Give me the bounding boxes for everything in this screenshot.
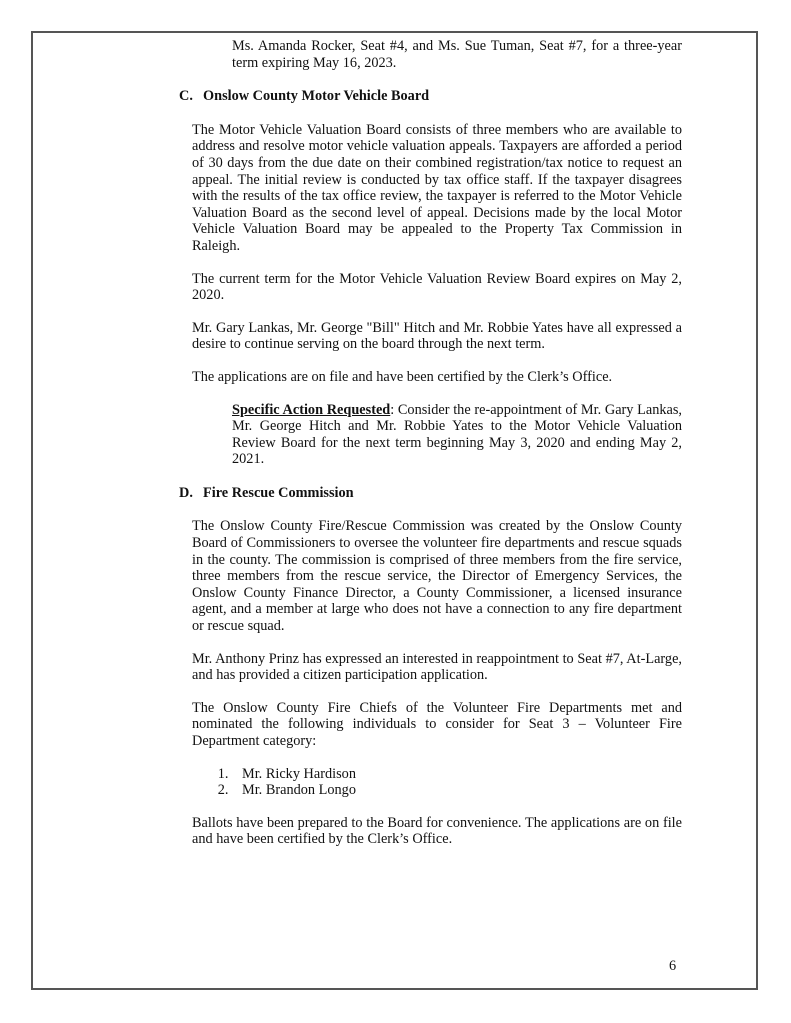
page-number: 6: [669, 958, 677, 974]
section-c-paragraph-1: The Motor Vehicle Valuation Board consists of three members who are available to address and resolve motor vehicle valuation appeals. Taxpayers are afforded a period of 30 days from the due date on their combined registration/tax notice to request an appeal. The initial review is conducted by tax office staff. If the taxpayer disagrees with the results of the tax office review, the taxpayer is referred to the Motor Vehicle Valuation Board as the second level of appeal. Decisions made by the local Motor Vehicle Valuation Board may be appealed to the Property Tax Commission in Raleigh.: [192, 121, 682, 254]
section-d-paragraph-1: The Onslow County Fire/Rescue Commission was created by the Onslow County Board of Commissioners to oversee the volunteer fire departments and rescue squads in the county. The commission is comprised of three members from the fire service, three members from the rescue service, the Director of Emergency Services, the Onslow County Finance Director, a County Commissioner, a licensed insurance agent, and a member at large who does not have a connection to any fire department or rescue squad.: [192, 518, 682, 635]
section-d-paragraph-3: The Onslow County Fire Chiefs of the Volunteer Fire Departments met and nominated the following individuals to consider for Seat 3 – Volunteer Fire Department category:: [192, 699, 682, 749]
intro-continuation: Ms. Amanda Rocker, Seat #4, and Ms. Sue Tuman, Seat #7, for a three-year term expiring May 16, 2023.: [232, 38, 682, 71]
section-d-title: Fire Rescue Commission: [203, 484, 354, 501]
section-c-paragraph-4: The applications are on file and have been certified by the Clerk’s Office.: [192, 368, 613, 385]
section-c-title: Onslow County Motor Vehicle Board: [203, 88, 430, 105]
section-d-closing: Ballots have been prepared to the Board for convenience. The applications are on file and have been certified by the Clerk’s Office.: [192, 814, 682, 848]
section-c-letter: C.: [179, 88, 193, 105]
section-c-heading: [179, 88, 682, 105]
section-d-letter: D.: [179, 484, 193, 501]
specific-action-requested: [232, 402, 682, 468]
section-d-paragraph-2: Mr. Anthony Prinz has expressed an interested in reappointment to Seat #7, At-Large, and has provided a citizen participation application.: [192, 650, 682, 684]
nominee-list: [192, 766, 682, 799]
document-body: [179, 38, 682, 848]
action-label: Specific Action Requested: [232, 401, 391, 418]
section-c-paragraph-3: Mr. Gary Lankas, Mr. George "Bill" Hitch and Mr. Robbie Yates have all expressed a desire to continue serving on the board through the next term.: [192, 319, 682, 353]
section-d-heading: [179, 485, 682, 502]
nominee-item: 2. Mr. Brandon Longo: [232, 782, 682, 799]
section-c-paragraph-2: The current term for the Motor Vehicle Valuation Review Board expires on May 2, 2020.: [192, 270, 682, 304]
nominee-item: 1. Mr. Ricky Hardison: [232, 766, 682, 783]
action-text: : Consider the re-appointment of Mr. Gary Lankas, Mr. George Hitch and Mr. Robbie Yates to the Motor Vehicle Valuation Review Board for the next term beginning May 3, 2020 and ending May 2, 2021.: [232, 401, 682, 468]
